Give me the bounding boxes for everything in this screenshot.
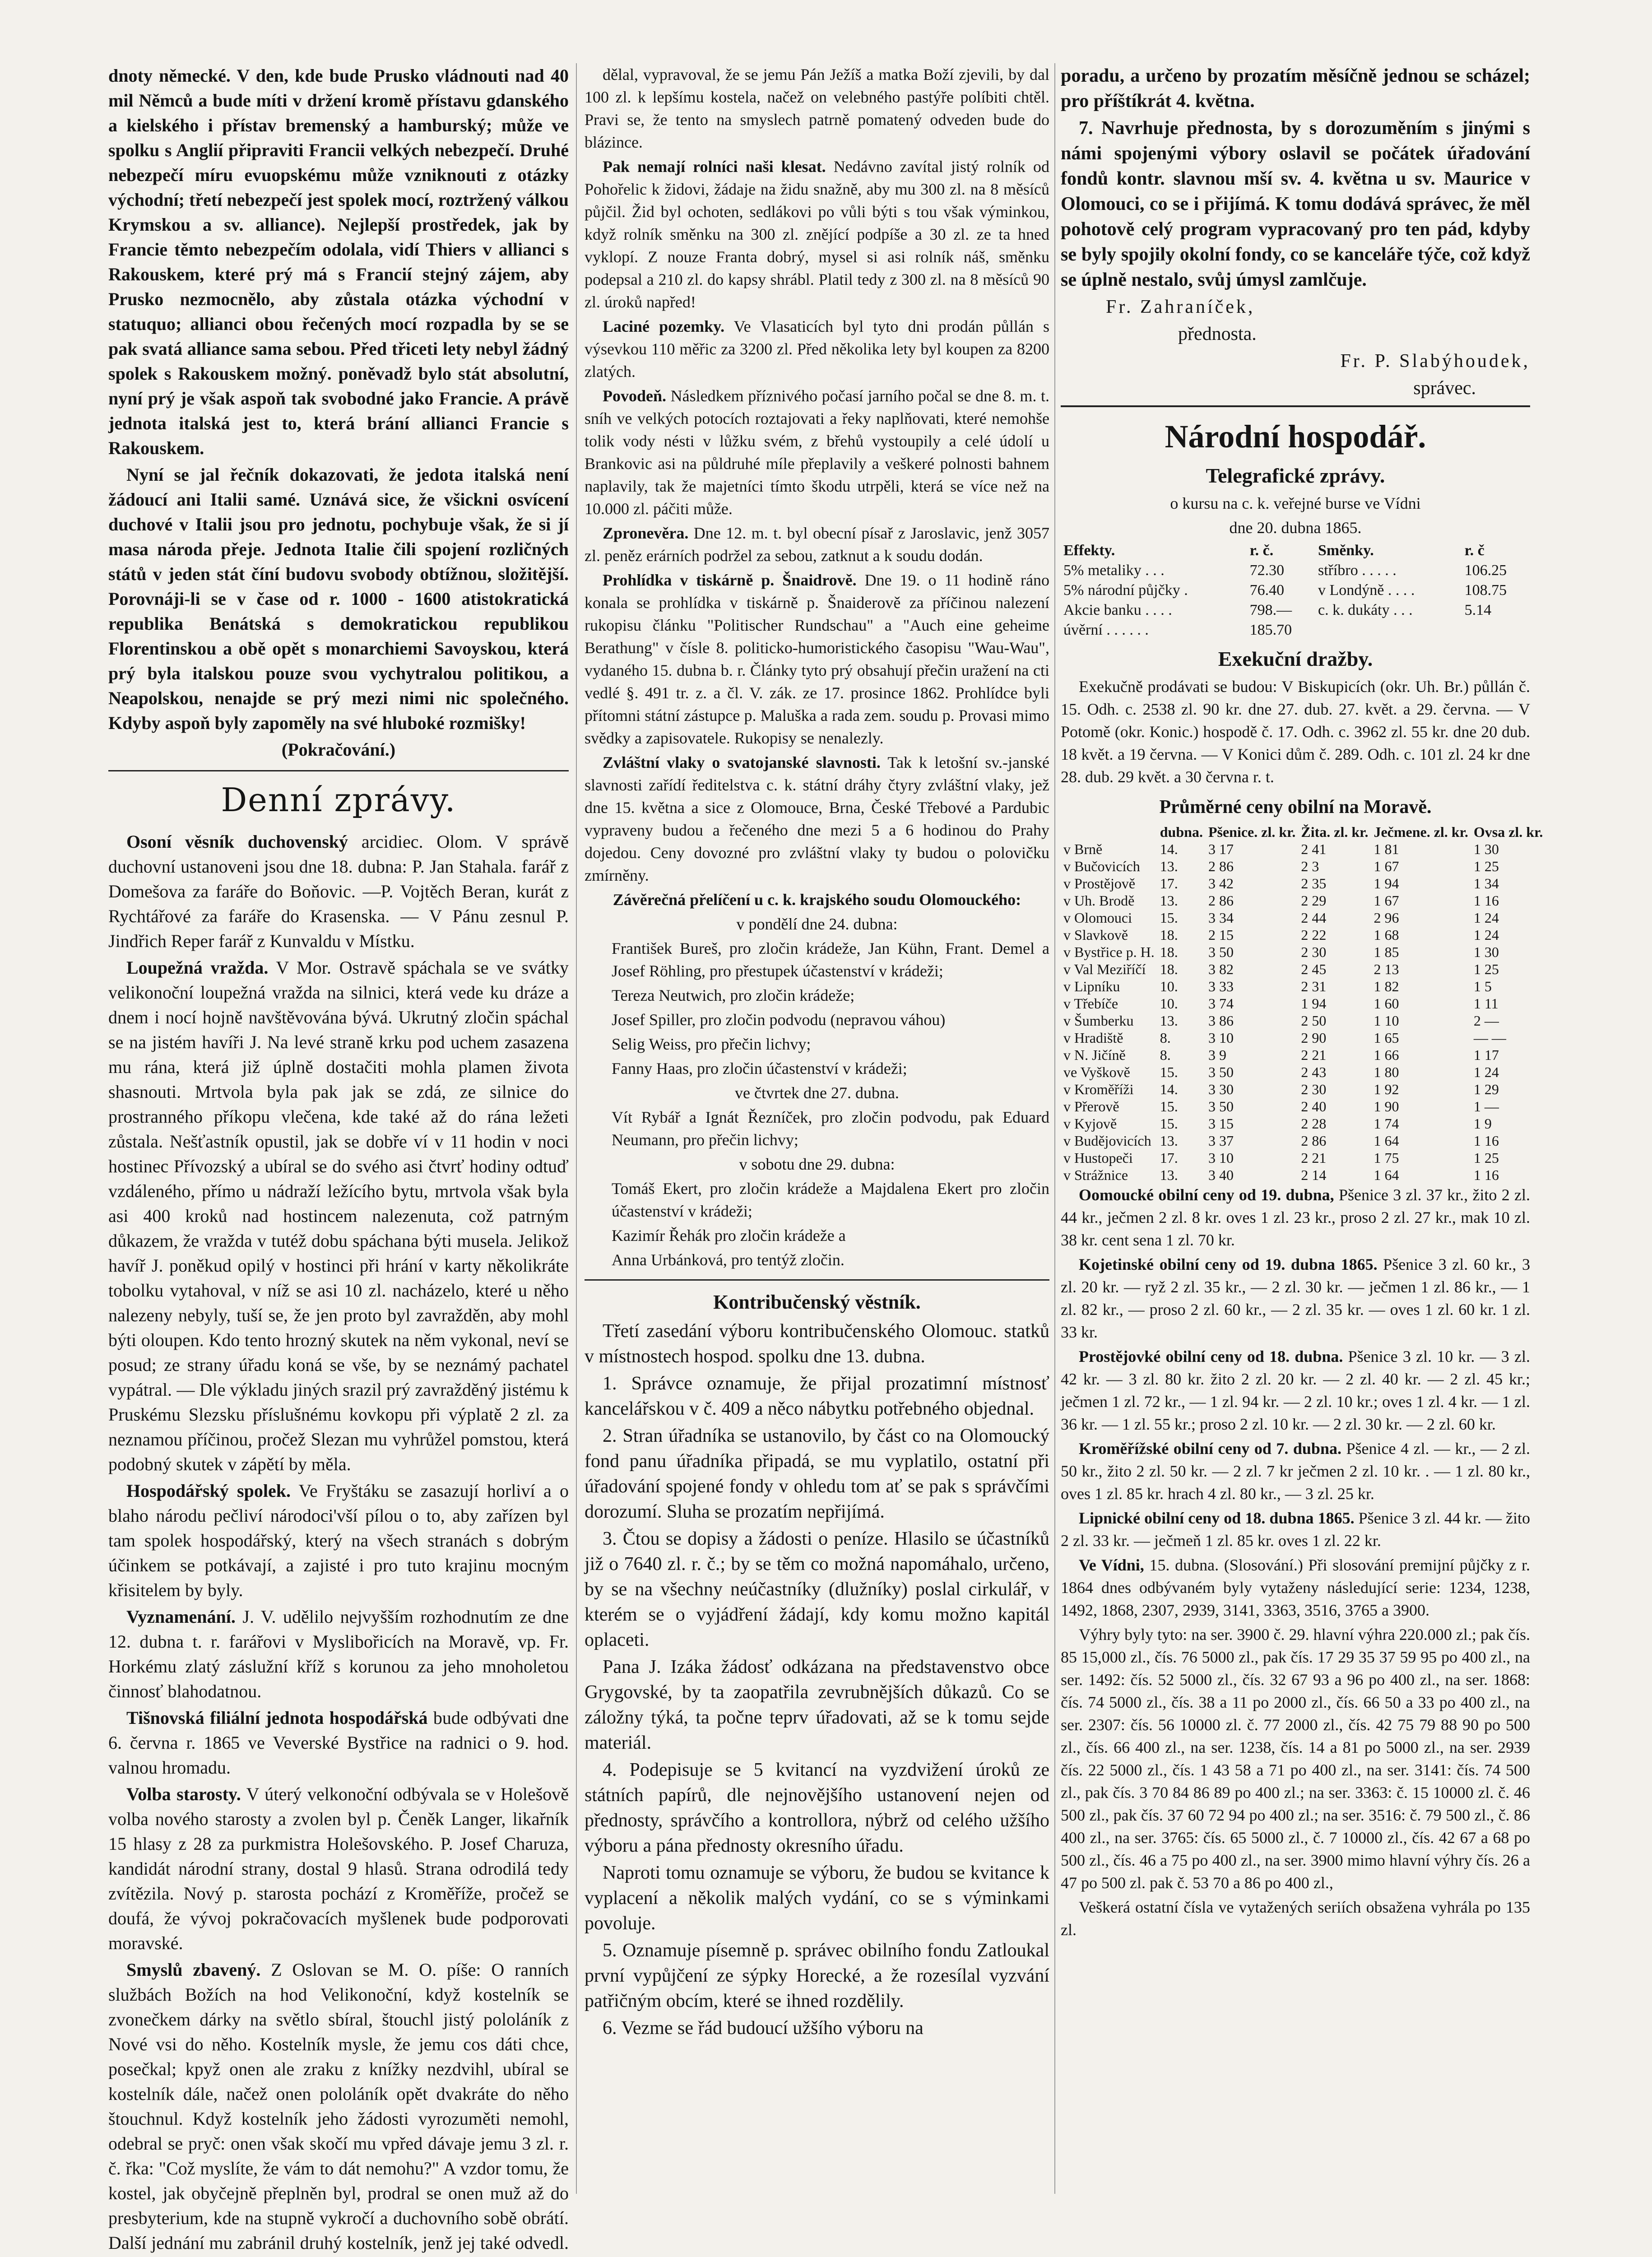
table-cell: 5% metaliky . . .: [1063, 562, 1165, 579]
table-cell: 13.: [1160, 892, 1178, 909]
table-cell: v Val Meziříčí: [1063, 961, 1146, 977]
news-item-heading: Osoní věsník duchovenský: [126, 831, 348, 852]
table-cell: 1 64: [1374, 1167, 1399, 1183]
table-cell: 3 10: [1208, 1030, 1234, 1046]
column-3: [1061, 63, 1543, 2194]
table-cell: 2 86: [1208, 892, 1234, 909]
table-cell: 2 3: [1301, 858, 1319, 874]
news-item-heading: Zpronevěra.: [603, 524, 689, 542]
table-cell: [1315, 620, 1462, 640]
table-cell: 798.—: [1249, 602, 1292, 618]
table-cell: 13.: [1160, 1167, 1178, 1183]
table-cell: 3 15: [1208, 1115, 1234, 1132]
news-item: [1061, 1253, 1530, 1343]
court-case: František Bureš, pro zločin krádeže, Jan Kühn, Frant. Demel a Josef Röhling, pro přestupek účastenství v krádeži;: [612, 939, 1049, 980]
table-cell: stříbro . . . . .: [1318, 562, 1397, 579]
article-paragraph: Nyní se jal řečník dokazovati, že jedota italská není žádoucí ani Italii samé. Uznává sice, že všickni osvícení duchové v Italii jsou pro jednotu, pochybuje však, že si jí masa národa přeje. Jednota Italie čili spojení rozličných států v jeden stát číní budovu svobody obtížnou, složitější. Porovnáji-li se v čase od r. 1000 - 1600 atistokratická republika Benátská s demokratickou republikou Florentinskou a obě opět s monarchiemi Savoyskou, která prý byla italskou pouze svou vychytralou politikou, a Neapolskou, nenajde se prý mezi nimi nic společného. Kdyby aspoň byly zapoměly na své hluboké rozmišky!: [108, 464, 569, 733]
table-cell: 1 66: [1374, 1047, 1399, 1063]
news-item-heading: Lipnické obilní ceny od 18. dubna 1865.: [1079, 1509, 1355, 1527]
news-item: [585, 155, 1049, 313]
column-divider-2: [1054, 63, 1055, 2194]
table-cell: 3 40: [1208, 1167, 1234, 1183]
news-item-text: Následkem příznivého počasí jarního počal se dne 8. m. t. sníh ve velkých potocích roztajovati a řeky naplňovati, které nemohše tolik vody nésti v lůžku svém, z břehů vystoupily a celé údolí u Brankovic asi na půldruhé míle přeplavily a veškeré polnosti bahnem naplavily, tak že majetníci tímto škodu utrpěli, která se více než na 10.000 zl. páčiti může.: [585, 387, 1049, 518]
table-cell: 3 10: [1208, 1150, 1234, 1166]
grain-prices-title: Průměrné ceny obilní na Moravě.: [1159, 797, 1432, 817]
table-cell: 1 24: [1473, 927, 1499, 943]
table-cell: 2 22: [1301, 927, 1327, 943]
table-cell: 1 64: [1374, 1133, 1399, 1149]
table-row: [1061, 961, 1545, 978]
table-cell: c. k. dukáty . . .: [1318, 602, 1413, 618]
table-cell: 1 34: [1473, 875, 1499, 892]
table-cell: v Budějovicích: [1063, 1133, 1151, 1149]
news-item: [585, 315, 1049, 383]
table-cell: 5% národní půjčky .: [1063, 582, 1188, 599]
table-cell: 1 24: [1473, 910, 1499, 926]
signature-name: Fr. Zahraníček,: [1106, 297, 1255, 317]
table-cell: 1 25: [1473, 1150, 1499, 1166]
table-header-cell: Ovsa zl. kr.: [1473, 824, 1543, 840]
table-cell: Akcie banku . . . .: [1063, 602, 1172, 618]
table-cell: 108.75: [1464, 582, 1507, 599]
news-item-text: Pšenice 3 zl. 10 kr. — 3 zl. 42 kr. — 3 zl. 80 kr. žito 2 zl. 20 kr. — 2 zl. 40 kr. — 2 zl. 45 kr.; ječmen 1 zl. 72 kr., — 1 zl. 94 kr. — 2 zl. 10 kr.; oves 1 zl. 4 kr. — 1 zl. 36 kr. — 1 zl. 55 kr.; proso 2 zl. 10 kr. — 2 zl. 30 kr. — 2 zl. 60 kr.: [1061, 1347, 1530, 1433]
table-cell: v Londýně . . . .: [1318, 582, 1415, 599]
table-header-row: [1061, 823, 1545, 841]
table-row: [1061, 561, 1530, 581]
table-cell: 1 94: [1374, 875, 1399, 892]
table-cell: v Olomouci: [1063, 910, 1132, 926]
table-cell: 18.: [1160, 961, 1178, 977]
table-header-row: [1061, 541, 1530, 561]
news-item-text: bude odbývati dne 6. června r. 1865 ve Veverské Bystřice na radnici o 9. hod. valnou hromadu.: [108, 1708, 569, 1778]
table-row: [1061, 600, 1530, 620]
table-cell: 1 67: [1374, 858, 1399, 874]
auction-title: Exekuční dražby.: [1218, 647, 1373, 670]
news-item-heading: Hospodářský spolek.: [126, 1481, 291, 1501]
table-cell: 1 5: [1473, 978, 1492, 994]
table-cell: 1 11: [1473, 995, 1499, 1012]
news-item: [1061, 1184, 1530, 1251]
news-item-heading: Ve Vídni,: [1079, 1556, 1144, 1574]
table-cell: 1 17: [1473, 1047, 1499, 1063]
news-item: [585, 522, 1049, 567]
news-item-heading: Pak nemají rolníci naši klesat.: [603, 158, 826, 176]
table-header-cell: Effekty.: [1063, 542, 1115, 559]
news-item-text: Z Oslovan se M. O. píše: O ranních službách Božích na hod Velikonoční, když kostelník se zvonečkem dárky na světlo sbíral, štouchl jistý pololáník z Nové vsi do něho. Kostelník mysle, že jemu cos dáti chce, posečkal; kpyž onen ale zraku z knížky nezdvihl, ubíral se kostelník dále, načež onen pololáník opět dvakráte do něho štouchnul. Když kostelník jeho žádosti vyrozuměti nemohl, odebral se pryč: onen však skočí mu vpřed dávaje jemu 3 zl. r. č. řka: "Což myslíte, že vám to dát nemohu?" A vzdor tomu, že kostel, jak obyčejně přeplněn byl, prodral se onen muž až do presbyterium, kde na stupně vykročí a duchovního sobě obrátí. Další jednání mu zabránil druhý kostelník, jenž jej také odvedl.: [108, 1960, 569, 2253]
table-header-cell: Žita. zl. kr.: [1301, 824, 1369, 840]
table-row: [1061, 1149, 1545, 1166]
table-cell: 2 31: [1301, 978, 1327, 994]
table-cell: 2 30: [1301, 1081, 1327, 1097]
table-cell: v Bučovicích: [1063, 858, 1140, 874]
table-row: [1061, 875, 1545, 892]
court-case: Tomáš Ekert, pro zločin krádeže a Majdalena Ekert pro zločin účastenství v krádeži;: [612, 1180, 1049, 1220]
table-cell: 1 67: [1374, 892, 1399, 909]
column-1: [108, 63, 569, 2253]
news-item: [1061, 1345, 1530, 1435]
table-cell: 1 90: [1374, 1098, 1399, 1115]
table-cell: 2 90: [1301, 1030, 1327, 1046]
table-cell: 1 92: [1374, 1081, 1399, 1097]
news-item-text: arcidiec. Olom. V správě duchovní ustanoveni jsou dne 18. dubna: P. Jan Stahala. farář z Domešova za faráře do Boňovic. —P. Vojtěch Beran, kurát z Rychtářové za faráře do Krasenska. — V Pánu zesnul P. Jindřich Reper farář z Kunvaldu v Místku.: [108, 831, 569, 951]
table-cell: úvěrní . . . . . .: [1063, 622, 1149, 638]
news-item: [1061, 1437, 1530, 1505]
exchange-table: [1061, 541, 1530, 640]
news-item-text: Pšenice 3 zl. 44 kr. — žito 2 zl. 33 kr. — ječmeň 1 zl. 85 kr. oves 1 zl. 22 kr.: [1061, 1509, 1531, 1550]
table-cell: 1 —: [1473, 1098, 1499, 1115]
table-cell: 1 16: [1473, 892, 1499, 909]
table-cell: v Prostějově: [1063, 875, 1136, 892]
news-item-heading: Kroměřížské obilní ceny od 7. dubna.: [1079, 1440, 1341, 1458]
news-item: [585, 569, 1049, 749]
table-cell: v Lipníku: [1063, 978, 1120, 994]
kontrib-paragraph: Naproti tomu oznamuje se výboru, že budou se kvitance k vyplacení a několik malých vydání, co se s výminkami povoluje.: [585, 1862, 1049, 1934]
news-item-text: Pšenice 3 zl. 60 kr., 3 zl. 20 kr. — ryž 2 zl. 35 kr., — 2 zl. 30 kr. — ječmen 1 zl. 86 kr., — 1 zl. 82 kr., — proso 2 zl. 60 kr., — 2 zl. 35 kr. — oves 1 zl. 60 kr. 1 zl. 33 kr.: [1061, 1255, 1531, 1341]
table-cell: 2 28: [1301, 1115, 1327, 1132]
news-list: [585, 63, 1049, 887]
table-cell: 1 25: [1473, 961, 1499, 977]
news-item-text: V úterý velkonoční odbývala se v Holešově volba nového starosty a zvolen byl p. Čeněk Langer, likařník 15 hlasy z 28 za purkmistra Holešovského. P. Josef Charuza, kandidát národní strany, dostal 9 hlasů. Strana odrodilá tedy zvítězila. Nový p. starosta pochází z Kroměříže, pročež se doufá, že vývoj pokračovacích myšlenek bude podporovati moravské.: [108, 1784, 569, 1953]
table-cell: 1 25: [1473, 858, 1499, 874]
table-row: [1061, 1166, 1545, 1184]
divider: [585, 1279, 1049, 1281]
news-list: [108, 829, 569, 2257]
kontrib-paragraph: 1. Správce oznamuje, že přijal prozatimní místnosť kancelářskou v č. 409 a něco nábytku potřebného objednal.: [585, 1373, 1049, 1419]
court-date: v pondělí dne 24. dubna:: [736, 915, 898, 933]
news-item: [108, 829, 569, 953]
table-cell: 3 34: [1208, 910, 1234, 926]
article-continuation: poradu, a určeno by prozatím měsíčně jednou se scházel; pro příštíkrát 4. května.: [1061, 65, 1530, 111]
table-row: [1061, 995, 1545, 1012]
table-row: [1061, 1132, 1545, 1149]
news-item-text: V Mor. Ostravě spáchala se ve svátky velikonoční loupežná vražda na silnici, která vede ku dráze a dnem i nocí hojně navštěvována bývá. Ukrutný zločin spáchal se na jistém havíři J. Na levé straně krku pod uchem zasazena mu rána, která již úplně dostačiti mohla plamen života shasnouti. Mrtvola byla pak jak se zdá, ze silnice do prostranného příkopu vlečena, kde také až do rána ležeti zůstala. Nešťastník opustil, jak se dobře ví v 11 hodin v noci hostinec Přívozský a ubíral se do svého asi čtvrť hodiny odtuď vzdáleného, přímo u nádraží ležícího bytu, mrtvola však byla asi 400 kroků nad hostincem nalezenuta, což patrným důkazem, že vražda v tutéž dobu spáchana býti musela. Jelikož havíř J. poněkud opilý v hostinci při hrání v karty několikráte tobolku vytahoval, v níž se asi 10 zl. nacházelo, které u něho nalezeny nebyly, tuší se, že jen proto byl zavražděn, aby mohl býti oloupen. Kdo tento hrozný skutek na něm vykonal, neví se posud; ze strany úřadu koná se vše, by se neznámý pachatel vypátral. — Dle výkladu jiných srazil prý zavražděný jistému k Pruskému Slezsku příslušnému kovkopu při výplatě 2 zl. za neznamou příčinou, pročež Slezan mu vyhrůžel pomstou, která podobný skutek v zápětí by měla.: [108, 957, 569, 1474]
table-row: [1061, 926, 1545, 943]
table-row: [1061, 909, 1545, 926]
table-cell: ve Vyškově: [1063, 1064, 1130, 1080]
court-case: Tereza Neutwich, pro zločin krádeže;: [612, 986, 855, 1004]
table-cell: 13.: [1160, 1012, 1178, 1029]
section-title-denni-zpravy: Denní zprávy.: [221, 781, 456, 819]
news-item: [108, 1478, 569, 1602]
market-reports: [1061, 1184, 1530, 1941]
news-item-heading: Oomoucké obilní ceny od 19. dubna,: [1079, 1186, 1334, 1204]
table-cell: 18.: [1160, 927, 1178, 943]
table-cell: 15.: [1160, 1115, 1178, 1132]
news-item: [1061, 1554, 1530, 1621]
court-date: v sobotu dne 29. dubna:: [739, 1155, 895, 1173]
news-item-text: Dne 12. m. t. byl obecní písař z Jaroslavic, jenž 3057 zl. peněz erárních podržel za sebou, zatknut a k soudu dodán.: [585, 524, 1049, 565]
table-cell: 3 37: [1208, 1133, 1234, 1149]
table-cell: 3 82: [1208, 961, 1234, 977]
column-2: [585, 63, 1049, 2194]
table-header-cell: Směnky.: [1318, 542, 1374, 559]
table-row: [1061, 858, 1545, 875]
table-cell: v Bystřice p. H.: [1063, 944, 1155, 960]
news-item-text: 15. dubna. (Slosování.) Při slosování premijní půjčky z r. 1864 dnes odbývaném byly vytaženy následující serie: 1234, 1238, 1492, 1868, 2307, 2939, 3141, 3363, 3516, 3765 a 3900.: [1061, 1556, 1530, 1619]
table-header-cell: r. č: [1464, 542, 1485, 559]
court-case: Kazimír Řehák pro zločin krádeže a: [612, 1226, 846, 1245]
court-date: ve čtvrtek dne 27. dubna.: [735, 1084, 899, 1102]
signature-name: Fr. P. Slabýhoudek,: [1340, 351, 1530, 372]
table-cell: 3 9: [1208, 1047, 1226, 1063]
table-cell: 2 41: [1301, 841, 1327, 857]
table-row: [1061, 1115, 1545, 1132]
table-cell: 1 68: [1374, 927, 1399, 943]
table-cell: v Hradiště: [1063, 1030, 1123, 1046]
table-cell: 1 81: [1374, 841, 1399, 857]
kontrib-paragraph: 5. Oznamuje písemně p. správec obilního fondu Zatloukal první vypůjčení ze sýpky Horecké, a že rozesílal vyzvání patřičným obcím, které se ihned rozdělily.: [585, 1940, 1049, 2011]
table-cell: 3 50: [1208, 1064, 1234, 1080]
news-item-heading: Tišnovská filiální jednota hospodářská: [126, 1708, 428, 1728]
table-cell: 3 30: [1208, 1081, 1234, 1097]
table-row: [1061, 581, 1530, 600]
signature-role: správec.: [1413, 378, 1476, 399]
table-cell: v N. Jičíně: [1063, 1047, 1126, 1063]
table-cell: 1 16: [1473, 1133, 1499, 1149]
table-cell: 2 96: [1374, 910, 1399, 926]
kontrib-paragraph: Pana J. Izáka žádosť odkázana na představenstvo obce Grygovské, by ta zaopatřila zevrubnějších důkazů. Co se záložny týká, ta počne teprv úřadovati, až se k tomu sejde materiál.: [585, 1657, 1049, 1753]
table-cell: 1 75: [1374, 1150, 1399, 1166]
news-item: [108, 1705, 569, 1780]
news-item-text: Nedávno zavítal jistý rolník od Pohořelic k židovi, žádaje na židu snažně, aby mu 300 zl. na 8 měsíců půjčil. Žid byl ochoten, sedlákovi po vůli býti s tou však výminkou, když rolník směnku na 300 zl. znějící podpíše a 30 zl. ze ta hned vyklopí. Z nouze Franta dobrý, mysel si asi rolník náš, směnku podepsal a 210 zl. do kapsy shrábl. Platil tedy z 300 zl. na 8 měsíců 90 zl. úroků napřed!: [585, 158, 1049, 311]
table-row: [1061, 1098, 1545, 1115]
table-cell: 2 86: [1301, 1133, 1327, 1149]
table-cell: 15.: [1160, 910, 1178, 926]
table-row: [1061, 978, 1545, 995]
table-cell: 8.: [1160, 1030, 1171, 1046]
news-item: [108, 1782, 569, 1955]
divider: [108, 770, 569, 771]
news-item: [108, 1604, 569, 1704]
table-cell: 10.: [1160, 978, 1178, 994]
table-cell: 2 21: [1301, 1150, 1327, 1166]
table-cell: v Přerově: [1063, 1098, 1119, 1115]
court-case: Fanny Haas, pro zločin účastenství v krádeži;: [612, 1059, 907, 1077]
news-item-heading: Laciné pozemky.: [603, 317, 725, 335]
table-cell: v Šumberku: [1063, 1012, 1134, 1029]
table-cell: 1 9: [1473, 1115, 1492, 1132]
table-header-cell: r. č.: [1249, 542, 1274, 559]
table-cell: 1 10: [1374, 1012, 1399, 1029]
news-item-text: J. V. udělilo nejvyšším rozhodnutím ze dne 12. dubna t. r. farářovi v Myslibořicích na Moravě, vp. Fr. Horkému zlatý záslužní kříž s korunou za jeho mnoholetou činnosť blahodatnou.: [108, 1607, 569, 1701]
table-header-cell: [1061, 823, 1157, 841]
table-cell: 3 50: [1208, 944, 1234, 960]
table-header-cell: Ječmene. zl. kr.: [1374, 824, 1468, 840]
table-cell: 1 30: [1473, 944, 1499, 960]
table-cell: 2 43: [1301, 1064, 1327, 1080]
news-item-text: Ve Fryštáku se zasazují horliví a o blaho národu pečliví národoci'vší pílou o to, aby zařízen byl tam spolek hospodářský, který na všech stranách s dobrým účinkem se potkávají, a zajisté i pro tuto krajinu mocným křisitelem by byly.: [108, 1481, 569, 1600]
table-cell: 3 17: [1208, 841, 1234, 857]
kontrib-paragraph: Třetí zasedání výboru kontribučenského Olomouc. statků v místnostech hospod. spolku dne 13. dubna.: [585, 1321, 1049, 1367]
news-item-heading: Smyslů zbavený.: [126, 1960, 261, 1980]
table-cell: 2 30: [1301, 944, 1327, 960]
table-header-cell: dubna.: [1160, 824, 1203, 840]
table-cell: 1 60: [1374, 995, 1399, 1012]
news-item-heading: Loupežná vražda.: [126, 957, 269, 978]
news-item-heading: Prostějovké obilní ceny od 18. dubna.: [1079, 1347, 1343, 1365]
grain-prices-table: [1061, 823, 1545, 1184]
news-item-heading: Zvláštní vlaky o svatojanské slavnosti.: [603, 753, 881, 771]
table-cell: 15.: [1160, 1098, 1178, 1115]
table-cell: v Slavkově: [1063, 927, 1128, 943]
table-cell: 2 29: [1301, 892, 1327, 909]
court-case: Selig Weiss, pro přečin lichvy;: [612, 1035, 811, 1053]
table-cell: 1 85: [1374, 944, 1399, 960]
article-paragraph: 7. Navrhuje přednosta, by s dorozuměním s jinými s námi spojenými výbory oslavil se počátek úřadování fondů kontr. slavnou mší sv. 4. května u sv. Maurice v Olomouci, co se i přijímá. K tomu dodává správec, že měl pohotově celý program vypracovaný pro ten pád, kdyby se byly spojily okolní fondy, co se kanceláře týče, což když se úplně nestalo, svůj úmysl zamlčuje.: [1061, 118, 1530, 290]
kontrib-paragraph: 2. Stran úřadníka se ustanovilo, by část co na Olomoucký fond panu úřadníka připadá, se mu vyplatilo, ostatní při úřadování spojené fondy v ohledu tom ať se pak s správčími dorozumí. Sluha se prozatím nepřijímá.: [585, 1426, 1049, 1522]
table-row: [1061, 841, 1545, 858]
table-cell: 76.40: [1249, 582, 1285, 599]
table-cell: [1462, 620, 1530, 640]
news-item-text: Veškerá ostatní čísla ve vytažených seriích obsažena vyhrála po 135 zl.: [1061, 1898, 1530, 1939]
table-row: [1061, 943, 1545, 961]
news-item: [1061, 1896, 1530, 1941]
table-cell: 3 42: [1208, 875, 1234, 892]
table-cell: 1 65: [1374, 1030, 1399, 1046]
court-case: Vít Rybář a Ignát Řezníček, pro zločin podvodu, pak Eduard Neumann, pro přečin lichvy;: [612, 1108, 1049, 1149]
table-cell: 2 86: [1208, 858, 1234, 874]
table-cell: 2 —: [1473, 1012, 1499, 1029]
table-cell: 3 50: [1208, 1098, 1234, 1115]
table-cell: v Hustopeči: [1063, 1150, 1133, 1166]
kontrib-paragraph: 3. Čtou se dopisy a žádosti o peníze. Hlasilo se účastníků již o 7640 zl. r. č.; by se těm co možná napomáhalo, určeno, by se na všechny neúčastníky (dlužníky) poslal cirkulář, v kterém se o vyjádření žádají, kdy komu možno kapitál oplaceti.: [585, 1528, 1049, 1650]
news-item-heading: Kojetinské obilní ceny od 19. dubna 1865.: [1079, 1255, 1378, 1273]
table-cell: v Strážnice: [1063, 1167, 1128, 1183]
court-list: [585, 913, 1049, 1271]
court-case: Anna Urbánková, pro tentýž zločin.: [612, 1251, 845, 1269]
table-cell: 2 21: [1301, 1047, 1327, 1063]
table-cell: 3 74: [1208, 995, 1234, 1012]
table-cell: 14.: [1160, 1081, 1178, 1097]
table-cell: 2 44: [1301, 910, 1327, 926]
news-item-heading: Volba starosty.: [126, 1784, 241, 1804]
table-cell: 17.: [1160, 1150, 1178, 1166]
news-item: [108, 955, 569, 1477]
table-cell: 8.: [1160, 1047, 1171, 1063]
table-cell: 2 14: [1301, 1167, 1327, 1183]
table-cell: 13.: [1160, 858, 1178, 874]
table-cell: 10.: [1160, 995, 1178, 1012]
table-cell: 185.70: [1249, 622, 1292, 638]
auction-text: Exekučně prodávati se budou: V Biskupicích (okr. Uh. Br.) půllán č. 15. Odh. c. 2538 zl. 90 kr. dne 27. dub. 27. květ. a 29. června. — V Potomě (okr. Konic.) hospodě č. 17. Odh. c. 3962 zl. 55 kr. dne 20 dub. 18 květ. a 19 června. — V Konici dům č. 289. Odh. c. 101 zl. 24 kr dne 28. dub. 29 květ. a 30 června r. t.: [1061, 678, 1530, 786]
table-cell: 2 35: [1301, 875, 1327, 892]
table-cell: v Kroměříži: [1063, 1081, 1134, 1097]
table-cell: 2 45: [1301, 961, 1327, 977]
news-item: [585, 751, 1049, 887]
table-row: [1061, 620, 1530, 640]
court-case: Josef Spiller, pro zločin podvodu (nepravou váhou): [612, 1011, 946, 1029]
table-cell: v Kyjově: [1063, 1115, 1117, 1132]
table-row: [1061, 1012, 1545, 1029]
table-cell: 1 29: [1473, 1081, 1499, 1097]
court-heading: Závěrečná přelíčení u c. k. krajského soudu Olomouckého:: [613, 891, 1021, 909]
kontrib-text: [585, 1319, 1049, 2041]
table-row: [1061, 1046, 1545, 1063]
table-row: [1061, 892, 1545, 909]
continuation-note: (Pokračování.): [281, 739, 396, 760]
table-cell: v Třebíče: [1063, 995, 1118, 1012]
news-item: [108, 1957, 569, 2257]
news-item: [1061, 1507, 1530, 1552]
table-cell: 3 33: [1208, 978, 1234, 994]
table-cell: 15.: [1160, 1064, 1178, 1080]
section-title-kontribucensky: Kontribučenský věstník.: [713, 1291, 921, 1313]
table-cell: 2 40: [1301, 1098, 1327, 1115]
table-cell: 2 50: [1301, 1012, 1327, 1029]
table-cell: 18.: [1160, 944, 1178, 960]
section-title-narodni-hospodar: Národní hospodář.: [1165, 418, 1426, 455]
table-cell: 1 24: [1473, 1064, 1499, 1080]
table-cell: — —: [1473, 1030, 1506, 1046]
kontrib-paragraph: 4. Podepisuje se 5 kvitancí na vyzdvižení úroků ze státních papírů, dle nejnovějšího ustanovení nejen od přednosty, správčího a kontrollora, nýbrž od celého užšího výboru a pána přednosty okresního úřadu.: [585, 1760, 1049, 1856]
news-item-heading: Povodeň.: [603, 387, 667, 405]
table-row: [1061, 1063, 1545, 1081]
table-cell: 1 30: [1473, 841, 1499, 857]
table-cell: 1 94: [1301, 995, 1327, 1012]
news-item-text: Ve Vlasaticích byl tyto dni prodán půllán s výsevkou 110 měřic za 3200 zl. Před několika lety byl koupen za 8200 zlatých.: [585, 317, 1049, 381]
table-cell: 1 80: [1374, 1064, 1399, 1080]
signature-role: přednosta.: [1178, 324, 1257, 344]
table-cell: 5.14: [1464, 602, 1492, 618]
telegraph-date: dne 20. dubna 1865.: [1229, 519, 1362, 537]
telegraph-title: Telegrafické zprávy.: [1206, 464, 1385, 487]
table-row: [1061, 1029, 1545, 1046]
table-cell: v Uh. Brodě: [1063, 892, 1135, 909]
table-cell: 1 74: [1374, 1115, 1399, 1132]
news-item: [585, 385, 1049, 520]
news-item-text: Výhry byly tyto: na ser. 3900 č. 29. hlavní výhra 220.000 zl.; pak čís. 85 15,000 zl., čís. 76 5000 zl., pak čís. 17 29 35 37 59 95 po 400 zl., na ser. 1492: čís. 52 5000 zl., čís. 32 67 93 a 96 po 400 zl., na ser. 1868: čís. 74 5000 zl., čís. 38 a 11 po 2000 zl., čís. 66 50 a 33 po 400 zl., na ser. 2307: čís. 56 10000 zl. č. 77 2000 zl., čís. 42 75 79 88 90 po 500 zl., čís. 66 400 zl., na ser. 1238, čís. 14 a 81 po 5000 zl., na ser. 2939 čís. 22 5000 zl., čís. 1 43 58 a 71 po 400 zl., na ser. 3141: čís. 74 500 zl., pak čís. 3 70 84 86 89 po 400 zl.; na ser. 3363: č. 15 10000 zl. č. 46 500 zl., pak čís. 37 60 72 94 po 400 zl.; na ser. 3516: č. 79 500 zl., č. 86 400 zl., na ser. 3765: čís. 65 5000 zl., č. 7 10000 zl., čís. 42 67 a 68 po 500 zl., čís. 46 a 75 po 400 zl., na ser. 3900 mimo hlavní výhry čís. 26 a 47 po 500 zl. pak č. 53 70 a 86 po 400 zl.,: [1061, 1625, 1530, 1892]
table-row: [1061, 1081, 1545, 1098]
news-item: [585, 63, 1049, 153]
table-cell: 72.30: [1249, 562, 1285, 579]
kontrib-paragraph: 6. Vezme se řád budoucí užšího výboru na: [603, 2018, 923, 2039]
table-cell: 2 13: [1374, 961, 1399, 977]
table-cell: 2 15: [1208, 927, 1234, 943]
news-item: [1061, 1623, 1530, 1894]
table-header-cell: Pšenice. zl. kr.: [1208, 824, 1296, 840]
news-item-text: Pšenice 3 zl. 37 kr., žito 2 zl. 44 kr., ječmen 2 zl. 8 kr. oves 1 zl. 23 kr., proso 2 zl. 27 kr., mak 10 zl. 38 kr. cent sena 1 zl. 70 kr.: [1061, 1186, 1531, 1249]
table-cell: 3 86: [1208, 1012, 1234, 1029]
table-cell: 106.25: [1464, 562, 1507, 579]
table-cell: 14.: [1160, 841, 1178, 857]
table-cell: v Brně: [1063, 841, 1103, 857]
news-item-text: Pšenice 4 zl. — kr., — 2 zl. 50 kr., žito 2 zl. 50 kr. — 2 zl. 7 kr ječmen 2 zl. 10 kr. . — 1 zl. 80 kr., oves 1 zl. 85 kr. hrach 4 zl. 80 kr., — 3 zl. 25 kr.: [1061, 1440, 1530, 1503]
news-item-heading: Vyznamenání.: [126, 1607, 236, 1627]
divider: [1061, 405, 1530, 407]
news-item-text: Tak k letošní sv.-janské slavnosti zařídí ředitelstva c. k. státní dráhy čtyry zvláštní vlaky, jež dne 15. května a sice z Olomouce, Brna, České Třebové a Pardubic vypraveny budou a řečeného dne mezi 5 a 6 hodinou do Prahy dojedou. Ceny dovozné pro zvláštní vlaky ty budou o polovičku zmírněny.: [585, 753, 1049, 884]
column-divider-1: [576, 63, 577, 2194]
article-intro: dnoty německé. V den, kde bude Prusko vládnouti nad 40 mil Němců a bude míti v držení kromě přístavu gdanského a kielského i přístav bremenský a hamburský; může ve spolku s Anglií připraviti Francii velkých nebezpečí. Druhé nebezpečí míru evuopskému může vzniknouti z otázky východní; třetí nebezpečí jest spolek mocí, roztržený válkou Krymskou a sv. alliance). Nejlepší prostředek, jak by Francie těmto nebezpečím odolala, vidí Thiers v allianci s Rakouskem, které prý má s Francií stejný zájem, aby Prusko nezmocnělo, aby zůstala otázka východní v statuquo; allianci obou řečených mocí rozpadla by se se pak svatá alliance sama sebou. Před třiceti lety nebyl žádný spolek s Rakouskem možný. poněvadž bylo stát absolutní, nyní prý je však aspoň tak svobodné jako Francie. A právě jednota italská jest to, která brání allianci Francie s Rakouskem.: [108, 65, 569, 458]
news-item-heading: Prohlídka v tiskárně p. Šnaidrově.: [603, 571, 857, 589]
table-cell: 1 82: [1374, 978, 1399, 994]
news-item-text: dělal, vypravoval, že se jemu Pán Ježíš a matka Boží zjevili, by dal 100 zl. k lepšímu kostela, načež on velebného pastýře políbiti chtěl. Pravi se, že tento na smyslech patrně pomatený odveden bude do blázince.: [585, 65, 1049, 151]
table-cell: 13.: [1160, 1133, 1178, 1149]
table-cell: 17.: [1160, 875, 1178, 892]
telegraph-subtitle: o kursu na c. k. veřejné burse ve Vídni: [1170, 494, 1421, 512]
news-item-text: Dne 19. o 11 hodině ráno konala se prohlídka v tiskárně p. Šnaiderově za příčinou nalezení rukopisu článku "Politischer Rundschau" a "Auch eine geheime Berathung" v čísle 8. politicko-humoristického časopisu "Wau-Wau", vydaného 15. dubna b. r. Články tyto prý obsahují přečin uražení na cti vedlé §. 491 tr. z. a čl. V. zák. ze 17. prosince 1862. Prohlídce byli přítomni státní zástupce p. Maluška a rada zem. soudu p. Provasi mimo svědky a zapisovatele. Rukopisy se nenalezly.: [585, 571, 1050, 747]
table-cell: 1 16: [1473, 1167, 1499, 1183]
